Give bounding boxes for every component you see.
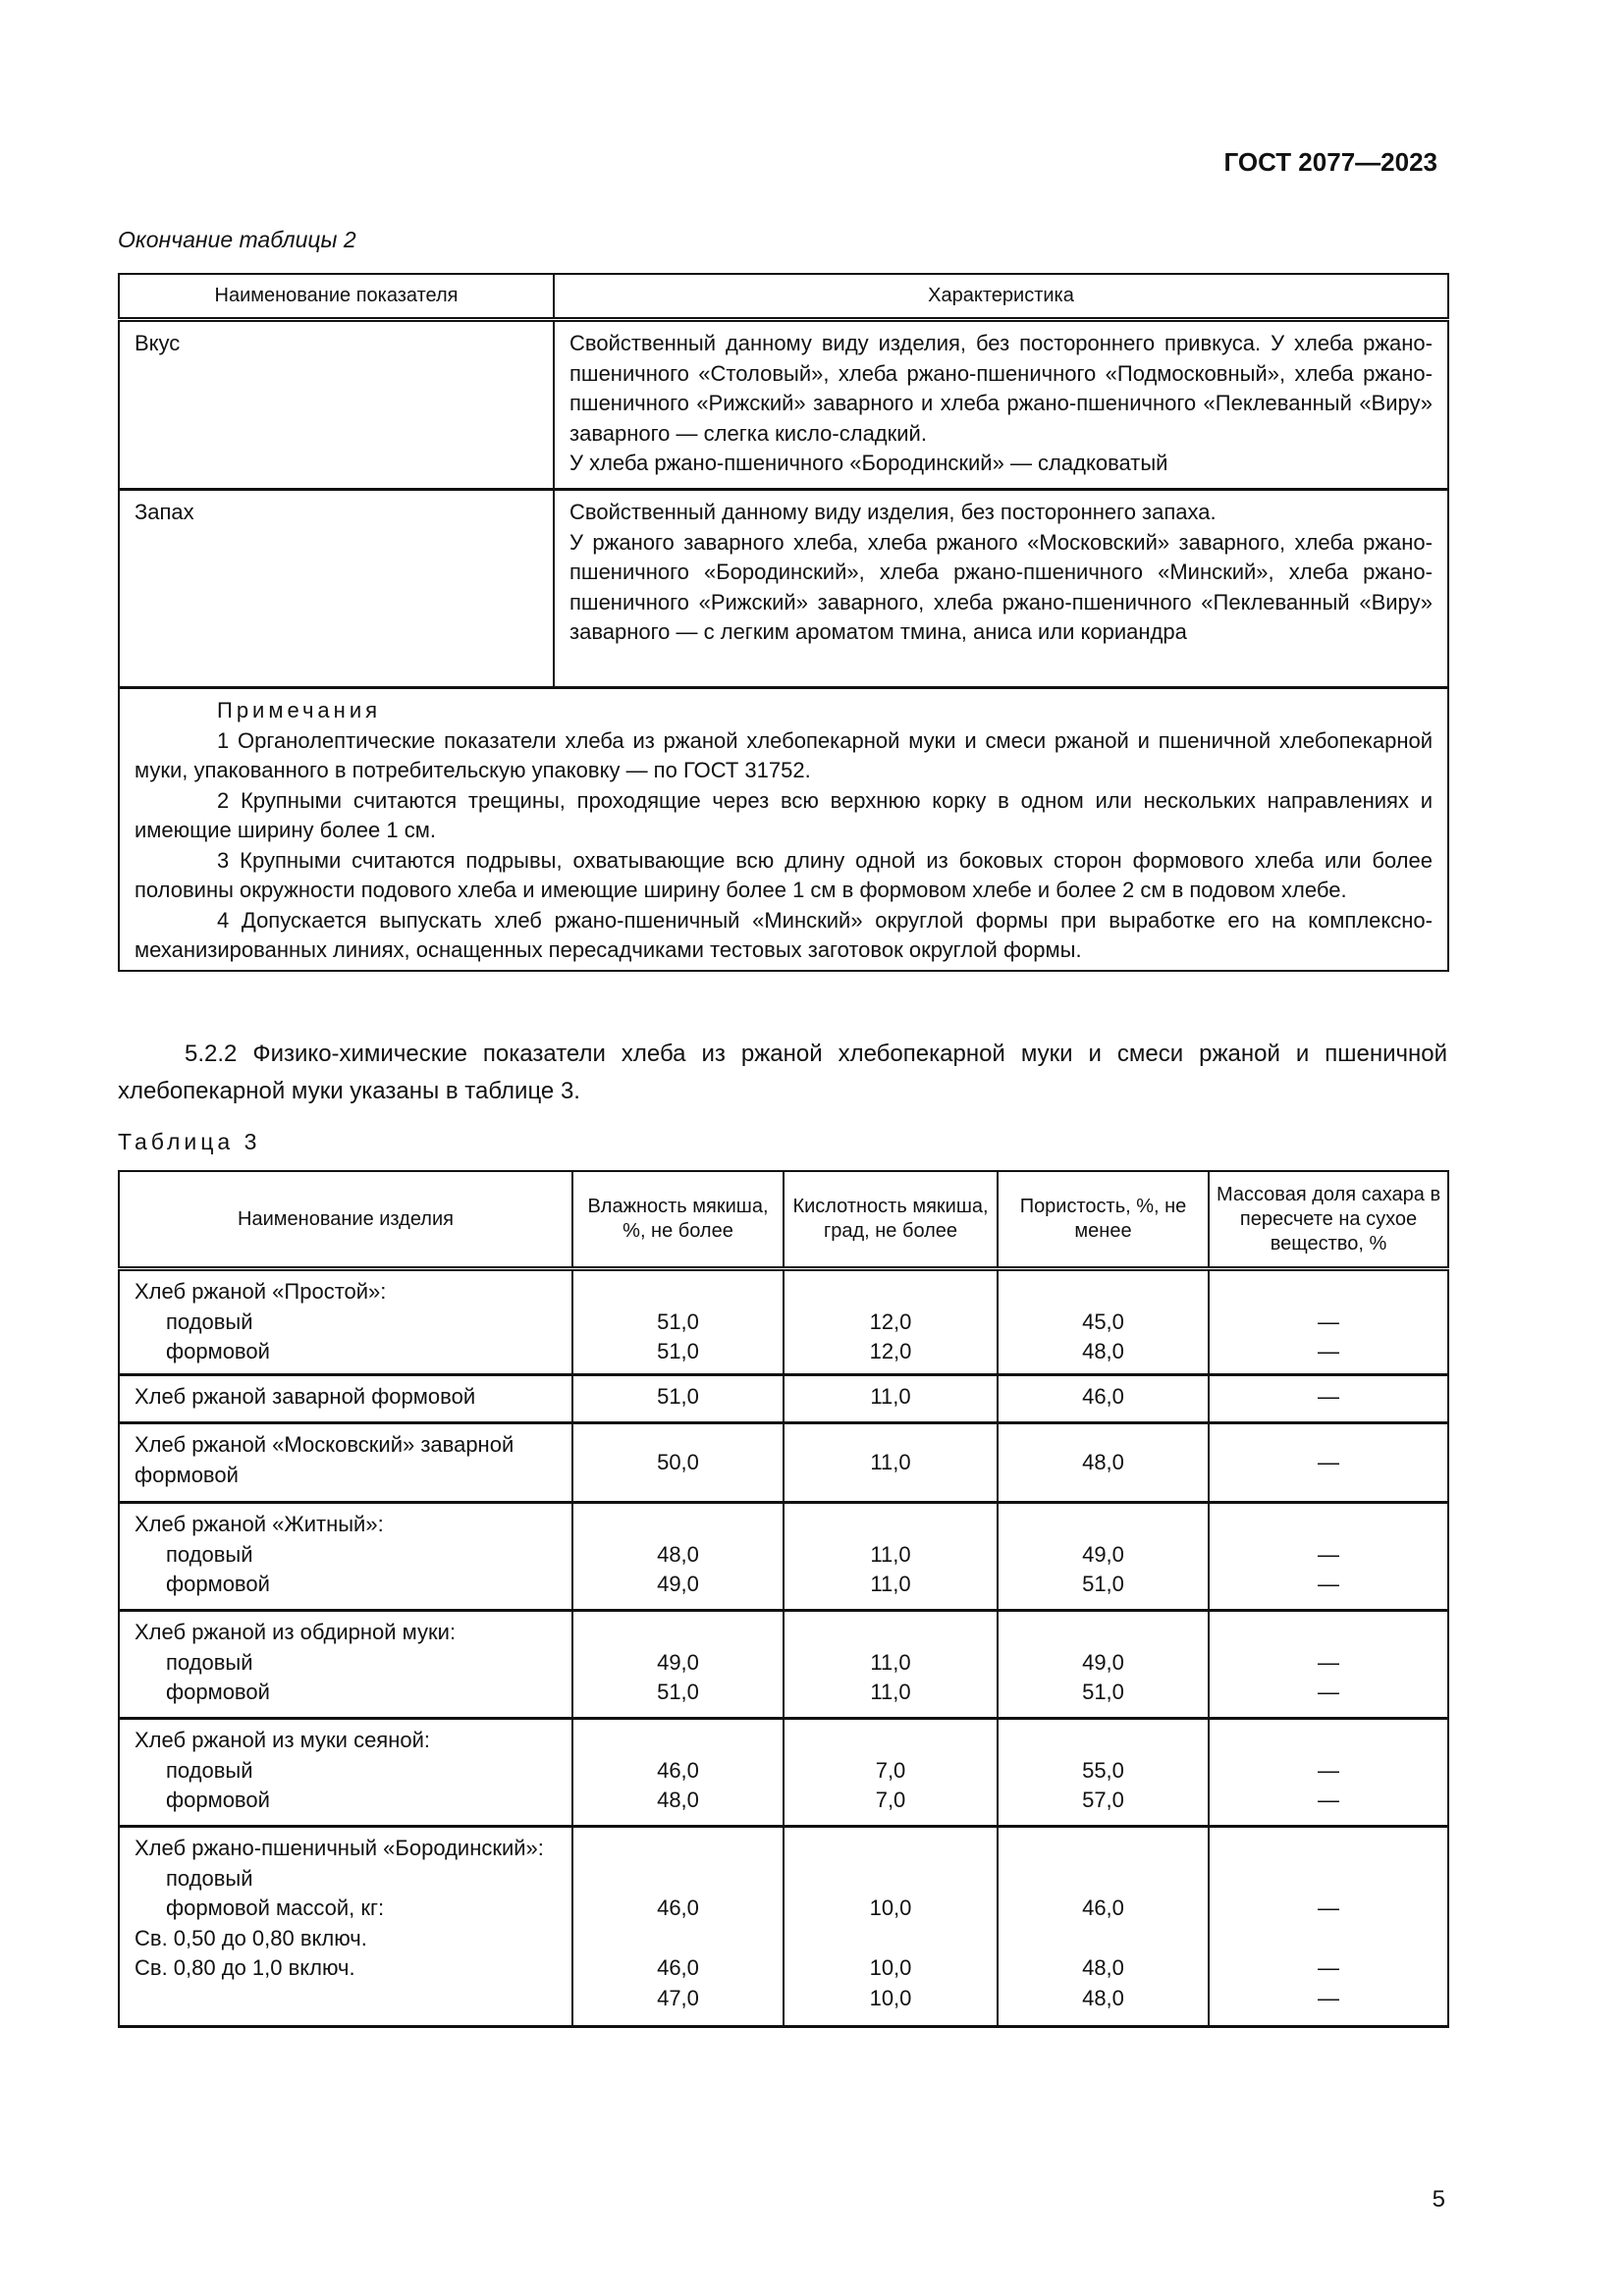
- sugar-value: —: [1209, 1423, 1448, 1503]
- product-variant: подовый: [166, 1865, 253, 1891]
- acidity-cell: [784, 1827, 998, 2027]
- porosity-value: 48,0: [1082, 1955, 1124, 1980]
- table-continuation-caption: Окончание таблицы 2: [118, 227, 356, 252]
- page-number: 5: [1432, 2186, 1445, 2213]
- acidity-cell: [784, 1269, 998, 1375]
- product-name-cell: [119, 1503, 572, 1611]
- product-name: Хлеб ржаной из муки сеяной:: [135, 1728, 431, 1752]
- product-name-cell: [119, 1269, 572, 1375]
- table-row: [119, 1827, 1448, 2027]
- sugar-value: —: [1318, 1788, 1339, 1812]
- table-row-taste: [119, 320, 1448, 490]
- table-row: [119, 1611, 1448, 1719]
- porosity-value: 46,0: [1082, 1896, 1124, 1920]
- product-variant: подовый: [166, 1541, 253, 1567]
- standard-code: ГОСТ 2077—2023: [1223, 147, 1437, 177]
- table-row: [119, 1423, 1448, 1503]
- moisture-value: 51,0: [657, 1680, 699, 1704]
- table-3: [118, 1170, 1449, 2028]
- product-variant: подовый: [166, 1757, 253, 1783]
- column-header-sugar: Массовая доля сахара в пересчете на сухое вещество, %: [1209, 1171, 1448, 1269]
- porosity-value: 51,0: [1082, 1680, 1124, 1704]
- porosity-value: 49,0: [1082, 1649, 1124, 1675]
- moisture-cell: [572, 1503, 784, 1611]
- product-name-cell: [119, 1719, 572, 1827]
- column-header-porosity: Пористость, %, не менее: [998, 1171, 1209, 1269]
- indicator-name: Запах: [119, 490, 554, 688]
- product-variant: Св. 0,50 до 0,80 включ.: [135, 1925, 367, 1950]
- product-name: Хлеб ржаной «Московский» заварной формовой: [119, 1423, 572, 1503]
- column-header-moisture: Влажность мякиша, %, не более: [572, 1171, 784, 1269]
- moisture-value: 47,0: [657, 1985, 699, 2010]
- product-variant: формовой: [166, 1788, 270, 1812]
- table-row: [119, 1375, 1448, 1423]
- note-item: 1 Органолептические показатели хлеба из ржаной хлебопекарной муки и смеси ржаной и пшеничной хлебопекарной муки, упакованного в потребительскую упаковку — по ГОСТ 31752.: [135, 727, 1433, 782]
- section-paragraph: 5.2.2 Физико-химические показатели хлеба из ржаной хлебопекарной муки и смеси ржаной и пшеничной хлебопекарной муки указаны в таблице 3.: [118, 1041, 1447, 1104]
- note-item: 3 Крупными считаются подрывы, охватывающие всю длину одной из боковых сторон формового хлеба или более половины окружности подового хлеба и имеющие ширину более 1 см в формовом хлебе и более 2 см в подовом хлебе.: [135, 847, 1433, 902]
- porosity-value: 48,0: [1082, 1339, 1124, 1363]
- moisture-value: 48,0: [657, 1541, 699, 1567]
- product-variant: формовой: [166, 1680, 270, 1704]
- notes-cell: [119, 688, 1448, 971]
- product-name-cell: [119, 1827, 572, 2027]
- sugar-cell: [1209, 1827, 1448, 2027]
- product-variant: Св. 0,80 до 1,0 включ.: [135, 1955, 355, 1980]
- table-row: [119, 1503, 1448, 1611]
- acidity-value: 11,0: [870, 1649, 911, 1675]
- column-header-acidity: Кислотность мякиша, град, не более: [784, 1171, 998, 1269]
- moisture-value: 48,0: [657, 1788, 699, 1812]
- porosity-value: 55,0: [1082, 1757, 1124, 1783]
- moisture-value: 46,0: [657, 1955, 699, 1980]
- indicator-name: Вкус: [119, 320, 554, 490]
- sugar-value: —: [1318, 1680, 1339, 1704]
- table-3-label: Таблица 3: [118, 1129, 261, 1154]
- moisture-cell: [572, 1611, 784, 1719]
- sugar-value: —: [1318, 1955, 1339, 1980]
- acidity-value: 11,0: [870, 1680, 911, 1704]
- product-variant: формовой: [166, 1572, 270, 1596]
- sugar-value: —: [1318, 1339, 1339, 1363]
- column-header-characteristic: Характеристика: [554, 274, 1448, 320]
- product-name: Хлеб ржаной заварной формовой: [119, 1375, 572, 1423]
- acidity-value: 11,0: [870, 1572, 911, 1596]
- acidity-cell: [784, 1503, 998, 1611]
- acidity-value: 11,0: [784, 1423, 998, 1503]
- moisture-value: 46,0: [657, 1896, 699, 1920]
- acidity-value: 10,0: [869, 1985, 912, 2010]
- sugar-value: —: [1318, 1572, 1339, 1596]
- characteristic-text: [554, 490, 1448, 688]
- moisture-value: 51,0: [572, 1375, 784, 1423]
- moisture-cell: [572, 1719, 784, 1827]
- acidity-cell: [784, 1611, 998, 1719]
- acidity-value: 12,0: [869, 1339, 912, 1363]
- porosity-value: 51,0: [1082, 1572, 1124, 1596]
- product-name: Хлеб ржаной из обдирной муки:: [135, 1620, 457, 1644]
- porosity-value: 45,0: [1082, 1308, 1124, 1334]
- characteristic-line: У ржаного заварного хлеба, хлеба ржаного «Московский» заварного, хлеба ржано-пшеничного «Бородинский», хлеба ржано-пшеничного «Минский», хлеба ржано-пшеничного «Рижский» заварного, хлеба ржано-пшеничного «Пеклеванный «Виру» заварного — с легким ароматом тмина, аниса или кориандра: [569, 529, 1433, 644]
- product-variant: подовый: [166, 1649, 253, 1675]
- characteristic-line: У хлеба ржано-пшеничного «Бородинский» — сладковатый: [569, 451, 1168, 475]
- acidity-value: 11,0: [870, 1541, 911, 1567]
- porosity-cell: [998, 1827, 1209, 2027]
- porosity-value: 49,0: [1082, 1541, 1124, 1567]
- product-variant: подовый: [166, 1308, 253, 1334]
- sugar-value: —: [1209, 1375, 1448, 1423]
- moisture-value: 50,0: [572, 1423, 784, 1503]
- porosity-cell: [998, 1611, 1209, 1719]
- notes-title: Примечания: [217, 698, 382, 722]
- moisture-value: 49,0: [657, 1649, 699, 1675]
- note-item: 4 Допускается выпускать хлеб ржано-пшеничный «Минский» округлой формы при выработке его на комплексно-механизированных линиях, оснащенных пересадчиками тестовых заготовок округлой формы.: [135, 907, 1433, 962]
- sugar-value: —: [1318, 1308, 1339, 1334]
- porosity-value: 57,0: [1082, 1788, 1124, 1812]
- product-variant: формовой массой, кг:: [166, 1896, 385, 1920]
- porosity-value: 48,0: [998, 1423, 1209, 1503]
- sugar-value: —: [1318, 1649, 1339, 1675]
- porosity-value: 46,0: [998, 1375, 1209, 1423]
- moisture-value: 49,0: [657, 1572, 699, 1596]
- porosity-value: 48,0: [1082, 1985, 1124, 2010]
- moisture-cell: [572, 1827, 784, 2027]
- moisture-value: 51,0: [657, 1339, 699, 1363]
- acidity-value: 10,0: [869, 1955, 912, 1980]
- table-row: [119, 1719, 1448, 1827]
- sugar-value: —: [1318, 1896, 1339, 1920]
- product-name: Хлеб ржаной «Житный»:: [135, 1512, 384, 1536]
- sugar-cell: [1209, 1719, 1448, 1827]
- acidity-value: 12,0: [869, 1308, 912, 1334]
- notes-row: [119, 688, 1448, 971]
- moisture-value: 46,0: [657, 1757, 699, 1783]
- sugar-cell: [1209, 1611, 1448, 1719]
- acidity-value: 11,0: [784, 1375, 998, 1423]
- sugar-value: —: [1318, 1541, 1339, 1567]
- acidity-value: 10,0: [869, 1896, 912, 1920]
- moisture-value: 51,0: [657, 1308, 699, 1334]
- porosity-cell: [998, 1503, 1209, 1611]
- characteristic-line: Свойственный данному виду изделия, без постороннего привкуса. У хлеба ржано-пшеничного «Столовый», хлеба ржано-пшеничного «Подмосковный», хлеба ржано-пшеничного «Рижский» заварного и хлеба ржано-пшеничного «Пеклеванный «Виру» заварного — слегка кисло-сладкий.: [569, 331, 1433, 446]
- product-name-cell: [119, 1611, 572, 1719]
- sugar-value: —: [1318, 1757, 1339, 1783]
- sugar-cell: [1209, 1269, 1448, 1375]
- column-header-product: Наименование изделия: [119, 1171, 572, 1269]
- table-row-smell: [119, 490, 1448, 688]
- product-name: Хлеб ржаной «Простой»:: [135, 1279, 387, 1304]
- characteristic-line: Свойственный данному виду изделия, без постороннего запаха.: [569, 500, 1217, 524]
- product-variant: формовой: [166, 1339, 270, 1363]
- table-row: [119, 1269, 1448, 1375]
- acidity-cell: [784, 1719, 998, 1827]
- product-name: Хлеб ржано-пшеничный «Бородинский»:: [135, 1836, 544, 1860]
- acidity-value: 7,0: [875, 1788, 906, 1812]
- moisture-cell: [572, 1269, 784, 1375]
- note-item: 2 Крупными считаются трещины, проходящие через всю верхнюю корку в одном или нескольких направлениях и имеющие ширину более 1 см.: [135, 787, 1433, 842]
- sugar-value: —: [1318, 1985, 1339, 2010]
- table-2: [118, 273, 1449, 972]
- porosity-cell: [998, 1719, 1209, 1827]
- sugar-cell: [1209, 1503, 1448, 1611]
- column-header-indicator: Наименование показателя: [119, 274, 554, 320]
- porosity-cell: [998, 1269, 1209, 1375]
- characteristic-text: [554, 320, 1448, 490]
- acidity-value: 7,0: [875, 1757, 906, 1783]
